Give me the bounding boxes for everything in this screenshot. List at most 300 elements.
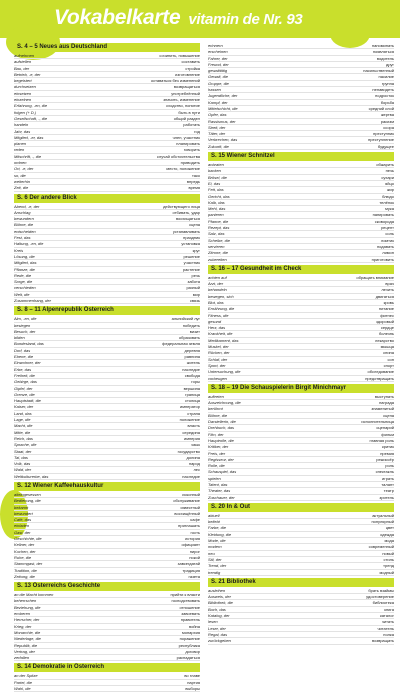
german-term: Regisseur, der bbox=[208, 456, 234, 462]
russian-translation: друг bbox=[386, 61, 394, 67]
russian-translation: устанавливать bbox=[172, 228, 200, 234]
russian-translation: победить bbox=[182, 322, 200, 328]
german-term: Vertrag, der bbox=[14, 648, 35, 654]
german-term: Wald, der bbox=[14, 467, 32, 473]
german-term: Kleidung, die bbox=[208, 531, 232, 537]
russian-translation: обследование bbox=[367, 369, 394, 375]
russian-translation: сердце bbox=[380, 325, 394, 331]
russian-translation: блюдо bbox=[382, 193, 394, 199]
russian-translation: растение bbox=[182, 266, 200, 272]
german-term: bewundern bbox=[14, 216, 34, 222]
russian-translation: предотвращать bbox=[365, 375, 394, 381]
russian-translation: год bbox=[194, 128, 200, 134]
german-term: Talent, das bbox=[208, 482, 228, 487]
russian-translation: критик bbox=[381, 444, 394, 450]
german-term: Bühne, die bbox=[208, 412, 228, 418]
german-term: Tradition, die bbox=[14, 567, 37, 573]
german-term: Fest, das bbox=[14, 235, 31, 241]
german-term: Dorf, das bbox=[14, 347, 31, 353]
russian-translation: цвет bbox=[385, 525, 394, 531]
russian-translation: народ bbox=[188, 461, 200, 467]
title-main: Vokabelkarte bbox=[54, 6, 181, 29]
section-title: S. 13 Österreichs Geschichte bbox=[14, 582, 200, 591]
russian-translation: мода bbox=[384, 538, 394, 544]
german-term: zerfallen bbox=[14, 655, 30, 661]
german-term: Gebirge, das bbox=[14, 379, 37, 385]
russian-translation: монархия bbox=[182, 629, 200, 635]
russian-translation: стройка bbox=[185, 65, 200, 71]
german-term: Zeitung, die bbox=[14, 573, 35, 579]
russian-translation: врач bbox=[385, 281, 394, 287]
russian-translation: значить, изменение bbox=[163, 97, 200, 103]
german-term: Welt, die bbox=[14, 291, 30, 297]
russian-translation: граница bbox=[185, 391, 200, 397]
german-term: Mitglied, das bbox=[14, 260, 37, 266]
german-term: Schauspiel, das bbox=[208, 469, 237, 475]
russian-translation: сходство, понятие bbox=[166, 103, 200, 109]
right-column bbox=[208, 43, 394, 647]
russian-translation: удостоверение bbox=[366, 594, 394, 600]
russian-translation: правитель bbox=[180, 617, 200, 623]
russian-translation: борьба bbox=[380, 99, 394, 105]
german-term: Rassismus, der bbox=[208, 118, 236, 124]
russian-translation: приготовить bbox=[371, 256, 394, 262]
german-term: Bühne, die bbox=[14, 222, 34, 228]
russian-translation: режиссёр bbox=[376, 456, 394, 462]
russian-translation: работать bbox=[183, 122, 200, 128]
german-term: vorbeugen bbox=[208, 375, 227, 381]
german-term: alteingesessen bbox=[14, 492, 41, 497]
russian-translation: обслуживание bbox=[173, 498, 200, 504]
german-term: Niederlage, die bbox=[14, 636, 41, 642]
german-term: planen bbox=[14, 141, 27, 147]
german-term: erscheinen bbox=[208, 49, 228, 55]
german-term: Haltung, -en, die bbox=[14, 241, 44, 247]
russian-translation: сочинить, повышение bbox=[159, 53, 200, 58]
russian-translation: свобода bbox=[184, 372, 200, 378]
vocab-row bbox=[14, 185, 200, 191]
russian-translation: фитнес bbox=[380, 312, 394, 318]
russian-translation: праздник bbox=[183, 235, 200, 241]
russian-translation: возвращаться bbox=[173, 84, 200, 90]
russian-translation: жертва bbox=[380, 112, 394, 118]
russian-translation: насильственный bbox=[363, 68, 394, 74]
russian-translation: впредь bbox=[186, 178, 200, 184]
german-term: Auszeichnung, die bbox=[208, 400, 241, 406]
russian-translation: тако bbox=[191, 172, 200, 178]
russian-translation: история bbox=[185, 536, 200, 542]
russian-translation: оставаться без изменений bbox=[150, 78, 200, 84]
german-term: Mitte, die bbox=[14, 429, 31, 435]
russian-translation: библиотека bbox=[372, 600, 394, 606]
german-term: zurückgeben bbox=[208, 638, 231, 644]
german-term: Darstellerin, die bbox=[208, 419, 236, 425]
vocab-row bbox=[14, 474, 200, 480]
german-term: Gruppe, die bbox=[208, 80, 229, 86]
russian-translation: говорить bbox=[183, 147, 200, 153]
russian-translation: равнина bbox=[184, 354, 200, 360]
russian-translation: выступать bbox=[374, 393, 394, 399]
russian-translation: зритель bbox=[379, 494, 394, 500]
german-term: Regal, das bbox=[208, 631, 228, 637]
russian-translation: популярный bbox=[371, 519, 394, 525]
german-term: Kaiser, der bbox=[14, 404, 34, 410]
russian-translation: случай обстоятельства bbox=[156, 153, 200, 159]
german-term: Untersuchung, die bbox=[208, 369, 241, 375]
german-term: Salz, das bbox=[208, 231, 225, 237]
russian-translation: известный bbox=[180, 504, 200, 510]
russian-translation: покой bbox=[189, 554, 200, 560]
german-term: berühmt bbox=[208, 406, 223, 412]
russian-translation: положение bbox=[179, 417, 200, 423]
german-term: Mittelschicht, die bbox=[208, 105, 238, 111]
russian-translation: каталог bbox=[379, 613, 394, 619]
section-title: S. 4 – 5 Neues aus Deutschland bbox=[14, 43, 200, 52]
russian-translation: пирог bbox=[189, 548, 200, 554]
russian-translation: преступление bbox=[368, 137, 394, 143]
russian-translation: книга bbox=[384, 606, 394, 612]
german-term: Geschichte, die bbox=[14, 536, 42, 542]
russian-translation: ненавидеть bbox=[372, 87, 394, 93]
german-term: aufnehmen bbox=[14, 53, 35, 58]
german-term: auftreten bbox=[208, 393, 224, 399]
russian-translation: жир bbox=[386, 187, 394, 193]
german-term: einsetzen bbox=[14, 90, 32, 96]
vocab-section bbox=[208, 43, 394, 150]
german-term: Drehbuch, das bbox=[208, 425, 235, 431]
vocab-section bbox=[14, 482, 200, 580]
russian-translation: связь bbox=[189, 297, 200, 303]
german-term: Erfahrung, -en, die bbox=[14, 103, 48, 109]
russian-translation: преступник bbox=[373, 131, 394, 137]
german-term: aufstellen bbox=[14, 59, 32, 65]
german-term: Rolle, die bbox=[208, 463, 225, 469]
russian-translation: театр bbox=[383, 488, 394, 494]
page-title bbox=[54, 6, 302, 30]
russian-translation: одежда bbox=[380, 531, 394, 537]
russian-translation: приглашать bbox=[178, 523, 200, 529]
german-term: verschieden bbox=[14, 285, 36, 291]
russian-translation: газета bbox=[188, 573, 200, 579]
german-term: Kampf, der bbox=[208, 99, 228, 105]
russian-translation: прийти к власти bbox=[170, 592, 200, 598]
section-title: S. 16 – 17 Gesundheit im Check bbox=[208, 265, 394, 274]
german-term: Stil, der bbox=[208, 556, 222, 562]
german-term: Brösel, die bbox=[208, 174, 227, 180]
russian-translation: восхищённый bbox=[174, 510, 200, 516]
russian-translation: традиция bbox=[182, 567, 200, 573]
german-term: Republik, die bbox=[14, 642, 38, 648]
german-term: aktuell bbox=[208, 512, 220, 518]
left-column bbox=[14, 43, 200, 694]
russian-translation: модный bbox=[379, 569, 394, 575]
russian-translation: изготовление bbox=[175, 71, 200, 77]
section-title: S. 18 – 19 Die Schauspielerin Birgit Minichmayr bbox=[208, 384, 394, 393]
german-term: Katalog, der bbox=[208, 613, 230, 619]
section-title: S. 20 In & Out bbox=[208, 503, 394, 512]
german-term: Hauptstadt, die bbox=[14, 398, 41, 404]
german-term: Café, das bbox=[14, 517, 32, 523]
russian-translation: подросток bbox=[375, 93, 394, 99]
german-term: neu bbox=[208, 550, 215, 556]
russian-translation: восхищаться bbox=[175, 216, 200, 222]
russian-translation: партия bbox=[187, 679, 200, 685]
russian-translation: насилие bbox=[378, 74, 394, 80]
russian-translation: тренд bbox=[383, 563, 394, 569]
german-term: Ei, das bbox=[208, 180, 221, 186]
german-term: Zusammenhang, der bbox=[14, 297, 51, 303]
vocab-row bbox=[208, 257, 394, 263]
vocab-row bbox=[14, 574, 200, 580]
german-term: Weltkulturerbe, das bbox=[14, 473, 49, 479]
russian-translation: место, положение bbox=[166, 166, 200, 172]
german-term: Kalb, das bbox=[208, 199, 225, 205]
german-term: durchsetzen bbox=[14, 84, 36, 90]
german-term: Schlaf, der bbox=[208, 356, 228, 362]
german-term: Fitness, die bbox=[208, 312, 229, 318]
russian-translation: употреблённый bbox=[171, 90, 200, 96]
russian-translation: решение bbox=[183, 253, 200, 259]
russian-translation: напоминать bbox=[371, 43, 394, 48]
german-term: Gesellschaft, -, die bbox=[14, 115, 48, 121]
russian-translation: язык bbox=[191, 442, 200, 448]
russian-translation: спорт bbox=[383, 362, 394, 368]
russian-translation: быть в пути bbox=[178, 109, 200, 115]
vocab-row bbox=[14, 686, 200, 692]
russian-translation: действующего лица bbox=[163, 203, 200, 209]
german-term: Partei, die bbox=[14, 679, 33, 685]
german-term: Mode, die bbox=[208, 538, 226, 544]
german-term: Kuchen, der bbox=[14, 548, 36, 554]
german-term: Mitglied, -er, das bbox=[14, 134, 44, 140]
german-term: Krankheit, die bbox=[208, 331, 233, 337]
german-term: Herz, das bbox=[208, 325, 226, 331]
russian-translation: полка bbox=[383, 631, 394, 637]
vocab-row bbox=[208, 495, 394, 501]
russian-translation: группа bbox=[381, 80, 394, 86]
german-term: einzelnen bbox=[14, 97, 32, 103]
german-term: an der Spitze bbox=[14, 673, 38, 679]
russian-translation: время bbox=[188, 185, 200, 191]
russian-translation: федеральная земля bbox=[162, 341, 200, 347]
german-term: Zitrone, die bbox=[208, 250, 229, 256]
russian-translation: панировать bbox=[372, 212, 394, 218]
russian-translation: сон bbox=[387, 356, 394, 362]
russian-translation: житель bbox=[186, 360, 200, 366]
german-term: Kritiker, der bbox=[208, 444, 229, 450]
russian-translation: участник bbox=[183, 260, 200, 266]
russian-translation: исконный bbox=[182, 492, 200, 497]
russian-translation: играть bbox=[382, 475, 394, 481]
russian-translation: питание bbox=[378, 306, 394, 312]
vocab-section bbox=[14, 582, 200, 661]
russian-translation: деревня bbox=[184, 347, 200, 353]
vocab-row bbox=[208, 638, 394, 644]
german-term: achten auf bbox=[208, 274, 227, 280]
russian-translation: стиль bbox=[383, 556, 394, 562]
german-term: Monarchie, die bbox=[14, 629, 41, 635]
german-term: servieren bbox=[208, 243, 225, 249]
russian-translation: альпийский луг bbox=[171, 316, 200, 322]
russian-translation: актуальный bbox=[372, 512, 394, 518]
section-title: S. 14 Demokratie in Österreich bbox=[14, 663, 200, 672]
german-term: Trend, der bbox=[208, 563, 227, 569]
german-term: Film, der bbox=[208, 431, 224, 437]
german-term: Gericht, das bbox=[208, 193, 230, 199]
russian-translation: ломтик bbox=[380, 237, 394, 243]
german-term: Preis, der bbox=[208, 450, 226, 456]
german-term: lesen bbox=[208, 619, 218, 625]
german-term: Leser, der bbox=[208, 625, 226, 631]
german-term: erinnern bbox=[208, 43, 223, 48]
german-term: Bau, der bbox=[14, 65, 30, 71]
vocab-section bbox=[208, 503, 394, 576]
russian-translation: установка bbox=[181, 241, 200, 247]
russian-translation: сцена bbox=[383, 412, 394, 418]
russian-translation: кафе bbox=[190, 517, 200, 523]
german-term: Pflanze, die bbox=[14, 266, 35, 272]
russian-translation: лимон bbox=[382, 250, 394, 256]
vocab-row bbox=[14, 298, 200, 304]
section-title: S. 21 Bibliothek bbox=[208, 578, 394, 587]
german-term: Farbe, die bbox=[208, 525, 227, 531]
german-term: Medikament, das bbox=[208, 337, 239, 343]
german-term: Wahl, die bbox=[14, 686, 31, 692]
german-term: bewegen, sich bbox=[208, 293, 234, 299]
russian-translation: республика bbox=[178, 642, 200, 648]
german-term: Fahrer, der bbox=[208, 55, 228, 61]
german-term: Macht, die bbox=[14, 423, 33, 429]
german-term: Sorge, die bbox=[14, 279, 33, 285]
russian-translation: приводить bbox=[180, 160, 200, 166]
russian-translation: мука bbox=[385, 206, 394, 212]
german-term: zubereiten bbox=[208, 256, 227, 262]
russian-translation: новый bbox=[382, 550, 394, 556]
german-term: Gewalt, die bbox=[208, 74, 229, 80]
section-title: S. 8 – 11 Alpenrepublik Österreich bbox=[14, 306, 200, 315]
german-term: Mitschrift, -, die bbox=[14, 153, 42, 159]
russian-translation: официант bbox=[181, 542, 200, 548]
german-term: Streit, der bbox=[208, 124, 226, 130]
german-term: Ort, -e, der bbox=[14, 166, 34, 172]
german-term: Tal, das bbox=[14, 454, 28, 460]
german-term: Kreis bbox=[14, 247, 24, 253]
german-term: Anschlag bbox=[14, 209, 31, 215]
vocab-section bbox=[14, 194, 200, 305]
german-term: Ruhe, die bbox=[14, 554, 32, 560]
vocab-section bbox=[208, 265, 394, 382]
german-term: Täter, der bbox=[208, 131, 226, 137]
german-term: begeistert bbox=[14, 78, 32, 84]
german-term: Staat, der bbox=[14, 448, 32, 454]
german-term: handeln bbox=[14, 122, 29, 128]
german-term: gesund bbox=[208, 318, 222, 324]
russian-translation: спина bbox=[383, 350, 394, 356]
russian-translation: болезнь bbox=[378, 331, 394, 337]
russian-translation: распадаться bbox=[176, 655, 200, 661]
russian-translation: поражение bbox=[179, 636, 200, 642]
german-term: Erbe, das bbox=[14, 366, 32, 372]
russian-translation: круг bbox=[192, 247, 200, 253]
german-term: Zuschauer, der bbox=[208, 494, 235, 500]
russian-translation: визит bbox=[189, 328, 200, 334]
russian-translation: награда bbox=[379, 400, 394, 406]
german-term: Buch, das bbox=[208, 606, 226, 612]
russian-translation: брать взаймы bbox=[368, 587, 394, 593]
russian-translation: речь bbox=[191, 272, 200, 278]
german-term: ausleihen bbox=[208, 587, 226, 593]
german-term: Rücken, der bbox=[208, 350, 230, 356]
russian-translation: лекарство bbox=[375, 337, 394, 343]
section-title: S. 15 Wiener Schnitzel bbox=[208, 152, 394, 161]
russian-translation: расизм bbox=[380, 118, 394, 124]
german-term: panieren bbox=[208, 212, 224, 218]
german-term: Scheibe, die bbox=[208, 237, 231, 243]
german-term: Gast, der bbox=[14, 529, 31, 535]
vocab-section bbox=[208, 384, 394, 501]
german-term: Stammgast, der bbox=[14, 561, 43, 567]
german-term: Ernährung, die bbox=[208, 306, 235, 312]
german-term: Muskel, der bbox=[208, 344, 229, 350]
section-title: S. 6 Der andere Blick bbox=[14, 194, 200, 203]
german-term: bekannt bbox=[14, 504, 29, 510]
russian-translation: знаменитый bbox=[371, 406, 394, 412]
german-term: Gipfel, der bbox=[14, 385, 33, 391]
vocab-row bbox=[208, 570, 394, 576]
russian-translation: водитель bbox=[376, 55, 394, 61]
russian-translation: спектакль bbox=[375, 469, 394, 475]
german-term: Blut, das bbox=[208, 299, 224, 305]
german-term: behandeln bbox=[208, 287, 227, 293]
german-term: Lage, die bbox=[14, 417, 31, 423]
russian-translation: договор bbox=[185, 648, 200, 654]
german-term: Ausweis, der bbox=[208, 594, 231, 600]
german-term: Opfer, das bbox=[208, 112, 227, 118]
russian-translation: фильм bbox=[381, 431, 394, 437]
russian-translation: сценарий bbox=[376, 425, 394, 431]
german-term: Bundesland, das bbox=[14, 341, 44, 347]
russian-translation: телёнок bbox=[379, 199, 394, 205]
russian-translation: рецепт bbox=[381, 225, 394, 231]
german-term: Fett, das bbox=[208, 187, 224, 193]
german-term: Zukunft, die bbox=[208, 143, 229, 149]
russian-translation: читатель bbox=[377, 625, 394, 631]
russian-translation: образовать bbox=[178, 335, 200, 341]
german-term: Jahr, das bbox=[14, 128, 31, 134]
german-term: Mehl, das bbox=[208, 206, 226, 212]
german-term: Grenze, die bbox=[14, 391, 35, 397]
vocab-section bbox=[14, 43, 200, 192]
russian-translation: планировать bbox=[176, 141, 200, 147]
vocab-section bbox=[208, 578, 394, 645]
german-term: Abend, -e, der bbox=[14, 203, 40, 209]
russian-translation: гость bbox=[190, 529, 200, 535]
russian-translation: талант bbox=[381, 482, 394, 487]
german-term: Alm, -en, die bbox=[14, 316, 37, 322]
russian-translation: разный bbox=[186, 285, 200, 291]
german-term: Freiheit, die bbox=[14, 372, 35, 378]
russian-translation: отбивать, удар bbox=[172, 209, 200, 215]
russian-translation: забота bbox=[187, 279, 200, 285]
russian-translation: мышца bbox=[380, 344, 394, 350]
vocab-row bbox=[208, 144, 394, 150]
russian-translation: вершина bbox=[183, 385, 200, 391]
german-term: Land, das bbox=[14, 410, 32, 416]
russian-translation: лечить bbox=[381, 287, 394, 293]
vocab-section bbox=[14, 306, 200, 480]
russian-translation: появляться bbox=[372, 49, 394, 55]
russian-translation: двигаться bbox=[375, 293, 394, 299]
